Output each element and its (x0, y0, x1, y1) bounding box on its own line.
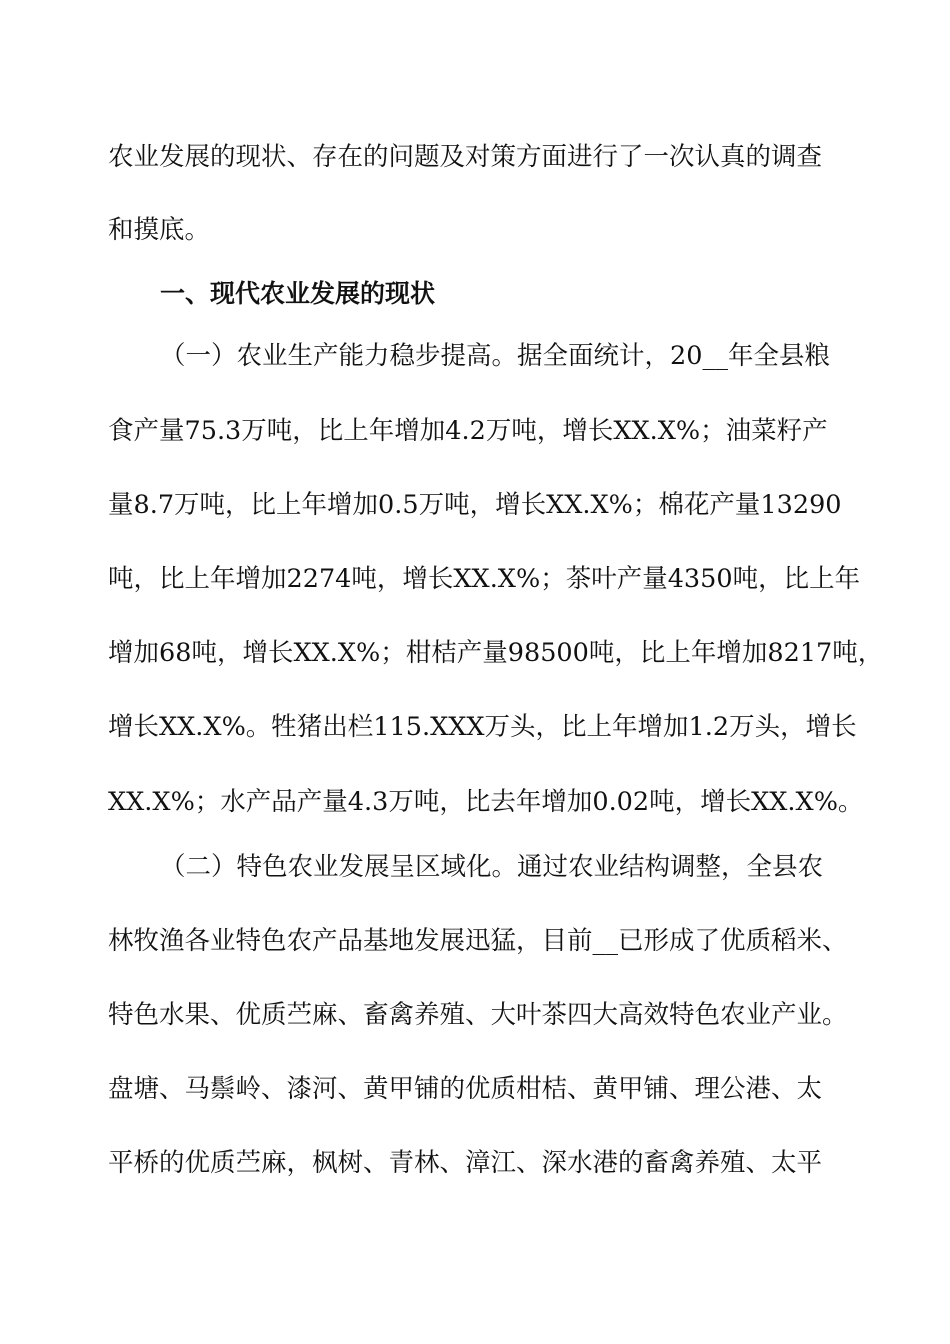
paragraph-line: （一）农业生产能力稳步提高。据全面统计，20__年全县粮 (160, 341, 830, 371)
paragraph-line: 和摸底。 (108, 215, 211, 245)
paragraph-line: XX.X%；水产品产量4.3万吨，比去年增加0.02吨，增长XX.X%。 (108, 787, 864, 817)
paragraph-line: 特色水果、优质苎麻、畜禽养殖、大叶茶四大高效特色农业产业。 (108, 1000, 848, 1030)
paragraph-line: 食产量75.3万吨，比上年增加4.2万吨，增长XX.X%；油菜籽产 (108, 416, 828, 446)
paragraph-line: 增长XX.X%。牲猪出栏115.XXX万头，比上年增加1.2万头，增长 (108, 712, 857, 742)
section-heading: 一、现代农业发展的现状 (160, 279, 436, 308)
paragraph-line: 量8.7万吨，比上年增加0.5万吨，增长XX.X%；棉花产量13290 (108, 490, 842, 520)
paragraph-line: 农业发展的现状、存在的问题及对策方面进行了一次认真的调查 (108, 142, 823, 172)
paragraph-line: 平桥的优质苎麻，枫树、青林、漳江、深水港的畜禽养殖、太平 (108, 1148, 823, 1178)
paragraph-line: 增加68吨，增长XX.X%；柑桔产量98500吨，比上年增加8217吨， (108, 638, 884, 668)
paragraph-line: 盘塘、马鬃岭、漆河、黄甲铺的优质柑桔、黄甲铺、理公港、太 (108, 1074, 823, 1104)
paragraph-line: （二）特色农业发展呈区域化。通过农业结构调整，全县农 (160, 852, 824, 882)
paragraph-line: 吨，比上年增加2274吨，增长XX.X%；茶叶产量4350吨，比上年 (108, 564, 861, 594)
paragraph-line: 林牧渔各业特色农产品基地发展迅猛，目前__已形成了优质稻米、 (108, 926, 848, 956)
